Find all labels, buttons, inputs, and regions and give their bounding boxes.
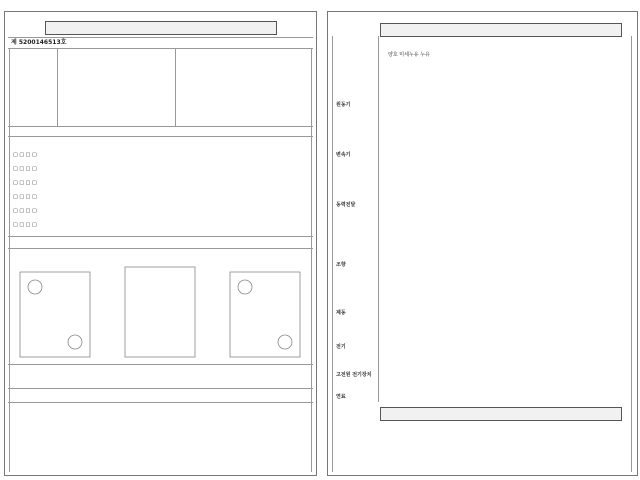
section-1-title: [380, 23, 622, 37]
row-divider: [8, 248, 313, 249]
row-divider: [8, 136, 313, 137]
row-divider: [8, 37, 313, 38]
left-label-3: 동력전달: [336, 202, 356, 208]
left-label-7: 고전원 전기장치: [336, 372, 372, 378]
column-divider: [9, 48, 10, 472]
registration-number: 제 5200146513호: [11, 39, 67, 46]
left-label-5: 제동: [336, 310, 346, 316]
column-divider: [311, 48, 312, 472]
left-label-6: 전기: [336, 344, 346, 350]
column-divider: [332, 36, 333, 472]
column-divider: [631, 36, 632, 472]
row-divider: [8, 48, 313, 49]
car-damage-diagram: [15, 262, 305, 362]
left-label-1: 원동기: [336, 102, 351, 108]
status-leak-minor: 미세누유: [399, 52, 419, 58]
row-divider: [8, 402, 313, 403]
left-page: 제 5200146513호 □ □ □ □ □ □ □ □ □ □ □ □ □ □ □ □ □ □ □ □ □ □ □ □: [4, 11, 317, 476]
row-divider: [8, 388, 313, 389]
column-divider: [57, 48, 58, 126]
status-good: 양호: [388, 52, 398, 58]
status-leak: 누유: [420, 52, 430, 58]
column-divider: [175, 48, 176, 126]
row-divider: [8, 126, 313, 127]
column-divider: [378, 36, 379, 402]
left-label-8: 연료: [336, 394, 346, 400]
row-divider: [8, 364, 313, 365]
section-2-title: [380, 407, 622, 421]
left-label-2: 변속기: [336, 152, 351, 158]
row-divider: [8, 236, 313, 237]
form-title: [45, 21, 277, 35]
left-label-4: 조향: [336, 262, 346, 268]
right-page: [327, 11, 638, 476]
